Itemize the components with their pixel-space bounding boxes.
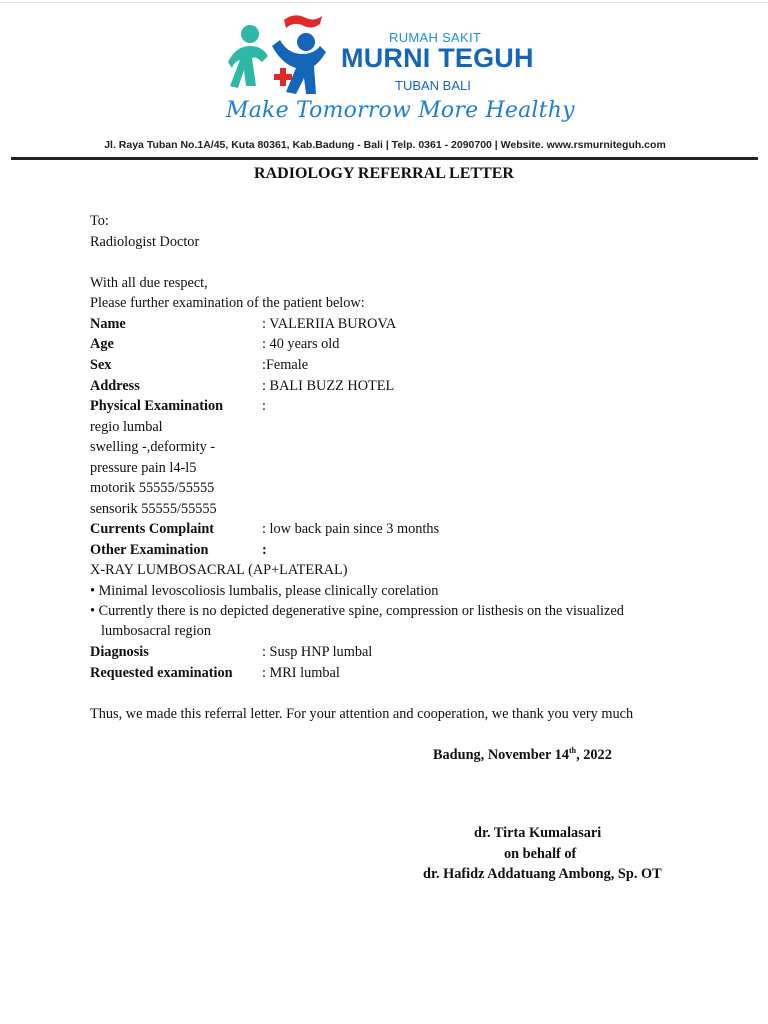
- physical-line: sensorik 55555/55555: [90, 501, 217, 517]
- top-border: [0, 2, 768, 3]
- address-label: Address: [90, 378, 140, 394]
- physical-exam-label: Physical Examination: [90, 398, 224, 414]
- letter-title: RADIOLOGY REFERRAL LETTER: [254, 165, 514, 182]
- physical-exam-value: :: [262, 398, 266, 414]
- date-suffix: th: [568, 746, 577, 755]
- hospital-location: TUBAN BALI: [395, 78, 471, 93]
- physical-line: motorik 55555/55555: [90, 480, 215, 496]
- on-behalf-of: on behalf of: [504, 846, 577, 862]
- letter-date: [433, 742, 612, 764]
- sex-value: :Female: [262, 357, 309, 373]
- finding-bullet-2: • Currently there is no depicted degenerative spine, compression or listhesis on the visualized: [90, 603, 624, 619]
- contact-info: Jl. Raya Tuban No.1A/45, Kuta 80361, Kab.Badung - Bali | Telp. 0361 - 2090700 | Website. www.rsmurniteguh.com: [104, 139, 666, 151]
- specialist-doctor: dr. Hafidz Addatuang Ambong, Sp. OT: [423, 866, 662, 882]
- date-year: , 2022: [576, 746, 612, 763]
- tagline: Make Tomorrow More Healthy: [226, 98, 575, 123]
- hospital-logo-icon: [222, 10, 342, 100]
- other-exam-value: :: [262, 542, 267, 558]
- recipient: Radiologist Doctor: [90, 234, 200, 250]
- hospital-prefix: RUMAH SAKIT: [389, 30, 482, 45]
- complaint-value: : low back pain since 3 months: [262, 521, 440, 537]
- xray-line: X-RAY LUMBOSACRAL (AP+LATERAL): [90, 562, 348, 578]
- age-label: Age: [90, 336, 114, 352]
- diagnosis-label: Diagnosis: [90, 644, 149, 660]
- signing-doctor: dr. Tirta Kumalasari: [474, 825, 602, 841]
- name-value: : VALERIIA BUROVA: [262, 316, 397, 332]
- diagnosis-value: : Susp HNP lumbal: [262, 644, 373, 660]
- date-prefix: Badung, November 14: [433, 746, 569, 763]
- requested-exam-label: Requested examination: [90, 665, 233, 681]
- finding-bullet-1: • Minimal levoscoliosis lumbalis, please clinically corelation: [90, 583, 439, 599]
- physical-line: pressure pain l4-l5: [90, 460, 197, 476]
- complaint-label: Currents Complaint: [90, 521, 215, 537]
- age-value: : 40 years old: [262, 336, 340, 352]
- closing-text: Thus, we made this referral letter. For your attention and cooperation, we thank you very much: [90, 706, 634, 722]
- header-divider: [11, 157, 758, 160]
- sex-label: Sex: [90, 357, 112, 373]
- physical-line: regio lumbal: [90, 419, 163, 435]
- address-value: : BALI BUZZ HOTEL: [262, 378, 395, 394]
- requested-exam-value: : MRI lumbal: [262, 665, 340, 681]
- other-exam-label: Other Examination: [90, 542, 209, 558]
- name-label: Name: [90, 316, 126, 332]
- intro-text: Please further examination of the patient below:: [90, 295, 365, 311]
- to-label: To:: [90, 213, 109, 229]
- greeting: With all due respect,: [90, 275, 208, 291]
- hospital-name: MURNI TEGUH: [341, 43, 534, 73]
- finding-bullet-2-cont: lumbosacral region: [101, 623, 211, 639]
- physical-line: swelling -,deformity -: [90, 439, 216, 455]
